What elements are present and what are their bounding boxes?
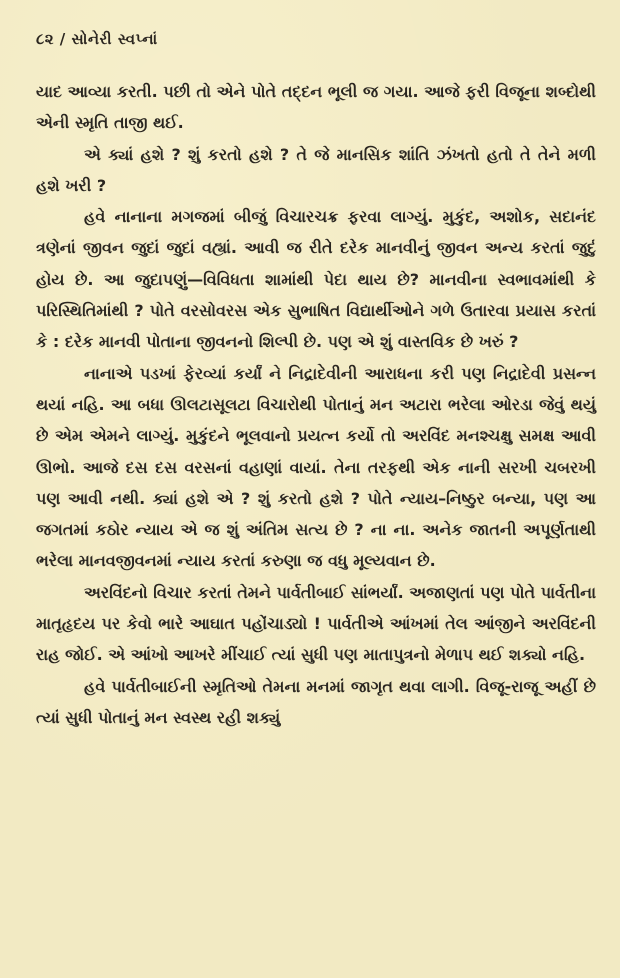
paragraph-1: યાદ આવ્યા કરતી. પછી તો એને પોતે તદ્દન ભૂલી જ ગયા. આજે ફરી વિજૂના શબ્દોથી એની સ્મૃતિ તાજી થઈ.: [36, 82, 596, 133]
paragraph-4: નાનાએ પડખાં ફેરવ્યાં કર્યાં ને નિદ્રાદેવીની આરાધના કરી પણ નિદ્રાદેવી પ્રસન્ન થયાં નહિ. આ બધા ઊલટાસૂલટા વિચારોથી પોતાનું મન અટારા ભરેલા ઓરડા જેવું થયું છે એમ એમને લાગ્યું. મુકુંદને ભૂલવાનો પ્રયત્ન કર્યો તો અરવિંદ મનશ્ચક્ષુ સમક્ષ આવી ઊભો. આજે દસ દસ વરસનાં વહાણાં વાયાં. તેના તરફથી એક નાની સરખી ચબરખી પણ આવી નથી. ક્યાં હશે એ ? શું કરતો હશે ? પોતે ન્યાય–નિષ્ઠુર બન્યા, પણ આ જગતમાં કઠોર ન્યાય એ જ શું અંતિમ સત્ય છે ? ના ના. અનેક જાતની અપૂર્ણતાથી ભરેલા માનવજીવનમાં ન્યાય કરતાં કરુણા જ વધુ મૂલ્યવાન છે.: [36, 363, 596, 571]
paragraph-3: હવે નાનાના મગજમાં બીજું વિચારચક્ર ફરવા લાગ્યું. મુકુંદ, અશોક, સદાનંદ ત્રણેનાં જીવન જુદાં જુદાં વહ્યાં. આવી જ રીતે દરેક માનવીનું જીવન અન્ય કરતાં જુદું હોય છે. આ જુદાપણું—વિવિધતા શામાંથી પેદા થાય છે? માનવીના સ્વભાવમાંથી કે પરિસ્થિતિમાંથી ? પોતે વરસોવરસ એક સુભાષિત વિદ્યાર્થીઓને ગળે ઉતારવા પ્રયાસ કરતાં કે : દરેક માનવી પોતાના જીવનનો શિલ્પી છે. પણ એ શું વાસ્તવિક છે ખરું ?: [36, 207, 596, 352]
paragraph-2: એ ક્યાં હશે ? શું કરતો હશે ? તે જે માનસિક શાંતિ ઝંખતો હતો તે તેને મળી હશે ખરી ?: [36, 144, 596, 195]
paragraph-5: અરવિંદનો વિચાર કરતાં તેમને પાર્વતીબાઈ સાંભર્યાં. અજાણતાં પણ પોતે પાર્વતીના માતૃહૃદય પર કેવો ભારે આઘાત પહોંચાડ્યો ! પાર્વતીએ આંખમાં તેલ આંજીને અરવિંદની રાહ જોઈ. એ આંખો આખરે મીંચાઈ ત્યાં સુધી પણ માતાપુત્રનો મેળાપ થઈ શક્યો નહિ.: [36, 582, 596, 665]
page-body: [36, 76, 596, 733]
paragraph-6: હવે પાર્વતીબાઈની સ્મૃતિઓ તેમના મનમાં જાગૃત થવા લાગી. વિજૂ-રાજૂ અહીં છે ત્યાં સુધી પોતાનું મન સ્વસ્થ રહી શક્યું: [36, 676, 596, 727]
running-head: ૮૨ / સોનેરી સ્વપ્નાં: [36, 30, 158, 48]
